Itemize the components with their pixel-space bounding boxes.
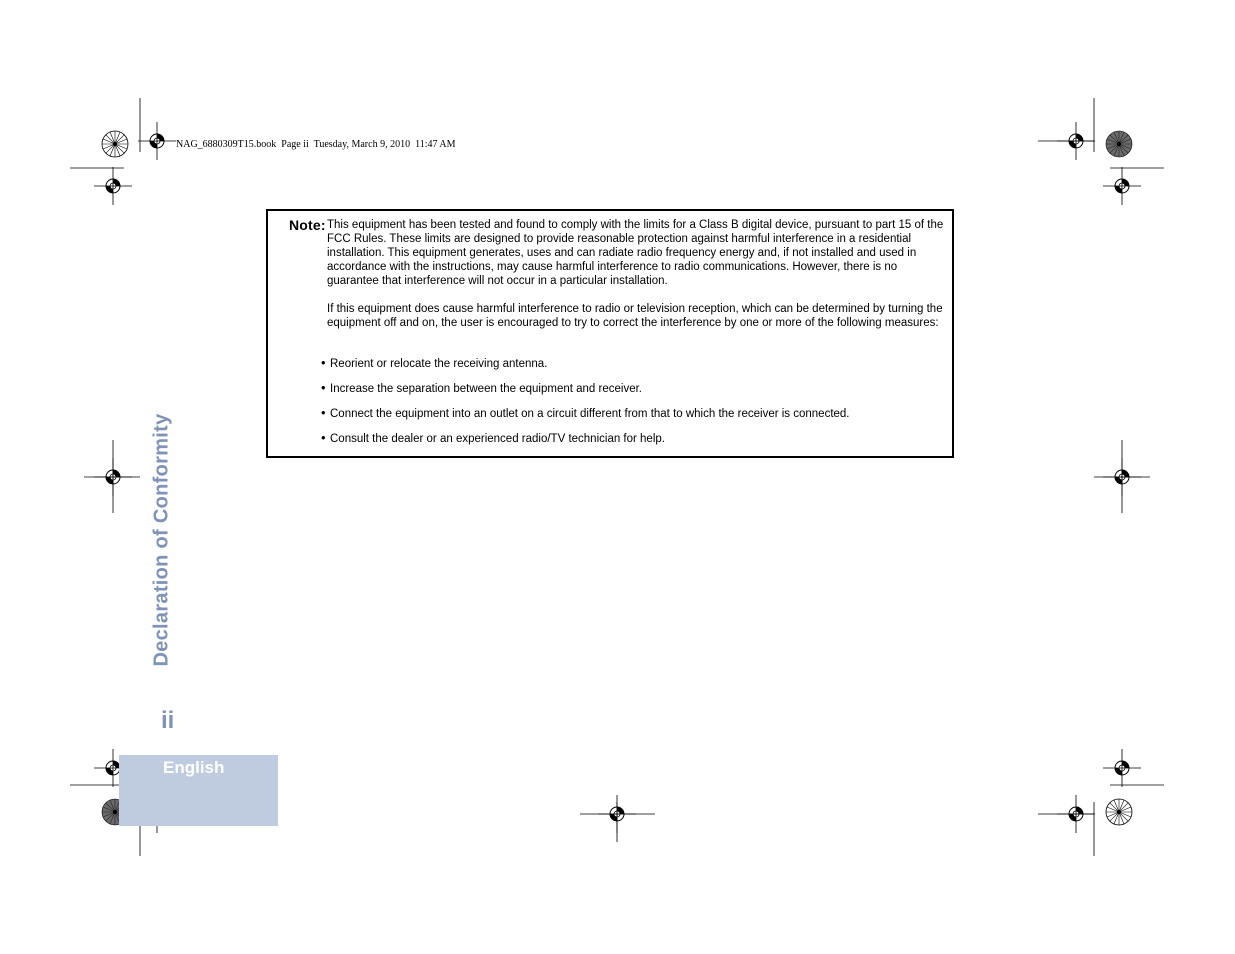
note-paragraph: This equipment has been tested and found to comply with the limits for a Class B digital device, pursuant to part 15 of the FCC Rules. These limits are designed to provide reasonable protection against harmful interference in a residential installation. This equipment generates, uses and can radiate radio frequency energy and, if not installed and used in accordance with the instructions, may cause harmful interference to radio communications. However, there is no guarantee that interference will not occur in a particular installation. — [327, 219, 944, 287]
list-item — [321, 431, 951, 456]
list-item — [321, 381, 951, 406]
starburst-registration-icon — [1106, 131, 1132, 157]
bullet-icon: • — [321, 430, 326, 445]
registration-crosshair-icon — [138, 122, 176, 160]
page-number: ii — [161, 707, 175, 734]
registration-crosshair-icon — [1103, 749, 1141, 787]
fcc-note-box — [266, 209, 954, 458]
list-item-text: Connect the equipment into an outlet on a circuit different from that to which the receiver is connected. — [330, 408, 850, 420]
starburst-registration-icon — [102, 131, 128, 157]
registration-crosshair-icon — [94, 167, 132, 205]
registration-crosshair-icon — [1103, 167, 1141, 205]
starburst-registration-icon — [1106, 799, 1132, 825]
note-body — [327, 218, 947, 344]
bullet-icon: • — [321, 355, 326, 370]
bullet-icon: • — [321, 405, 326, 420]
language-label: English — [163, 758, 225, 777]
list-item — [321, 356, 951, 381]
list-item-text: Increase the separation between the equipment and receiver. — [330, 383, 642, 395]
print-slug: NAG_6880309T15.book Page ii Tuesday, March 9, 2010 11:47 AM — [176, 139, 456, 150]
measures-list — [321, 356, 951, 456]
list-item-text: Reorient or relocate the receiving antenna. — [330, 358, 548, 370]
list-item-text: Consult the dealer or an experienced radio/TV technician for help. — [330, 433, 665, 445]
section-title: Declaration of Conformity — [150, 413, 173, 667]
language-tab — [119, 755, 278, 826]
list-item — [321, 406, 951, 431]
bullet-icon: • — [321, 380, 326, 395]
note-paragraph: If this equipment does cause harmful interference to radio or television reception, which can be determined by turning the equipment off and on, the user is encouraged to try to correct the interference by one or more of the following measures: — [327, 303, 943, 329]
note-label: Note: — [289, 217, 326, 233]
